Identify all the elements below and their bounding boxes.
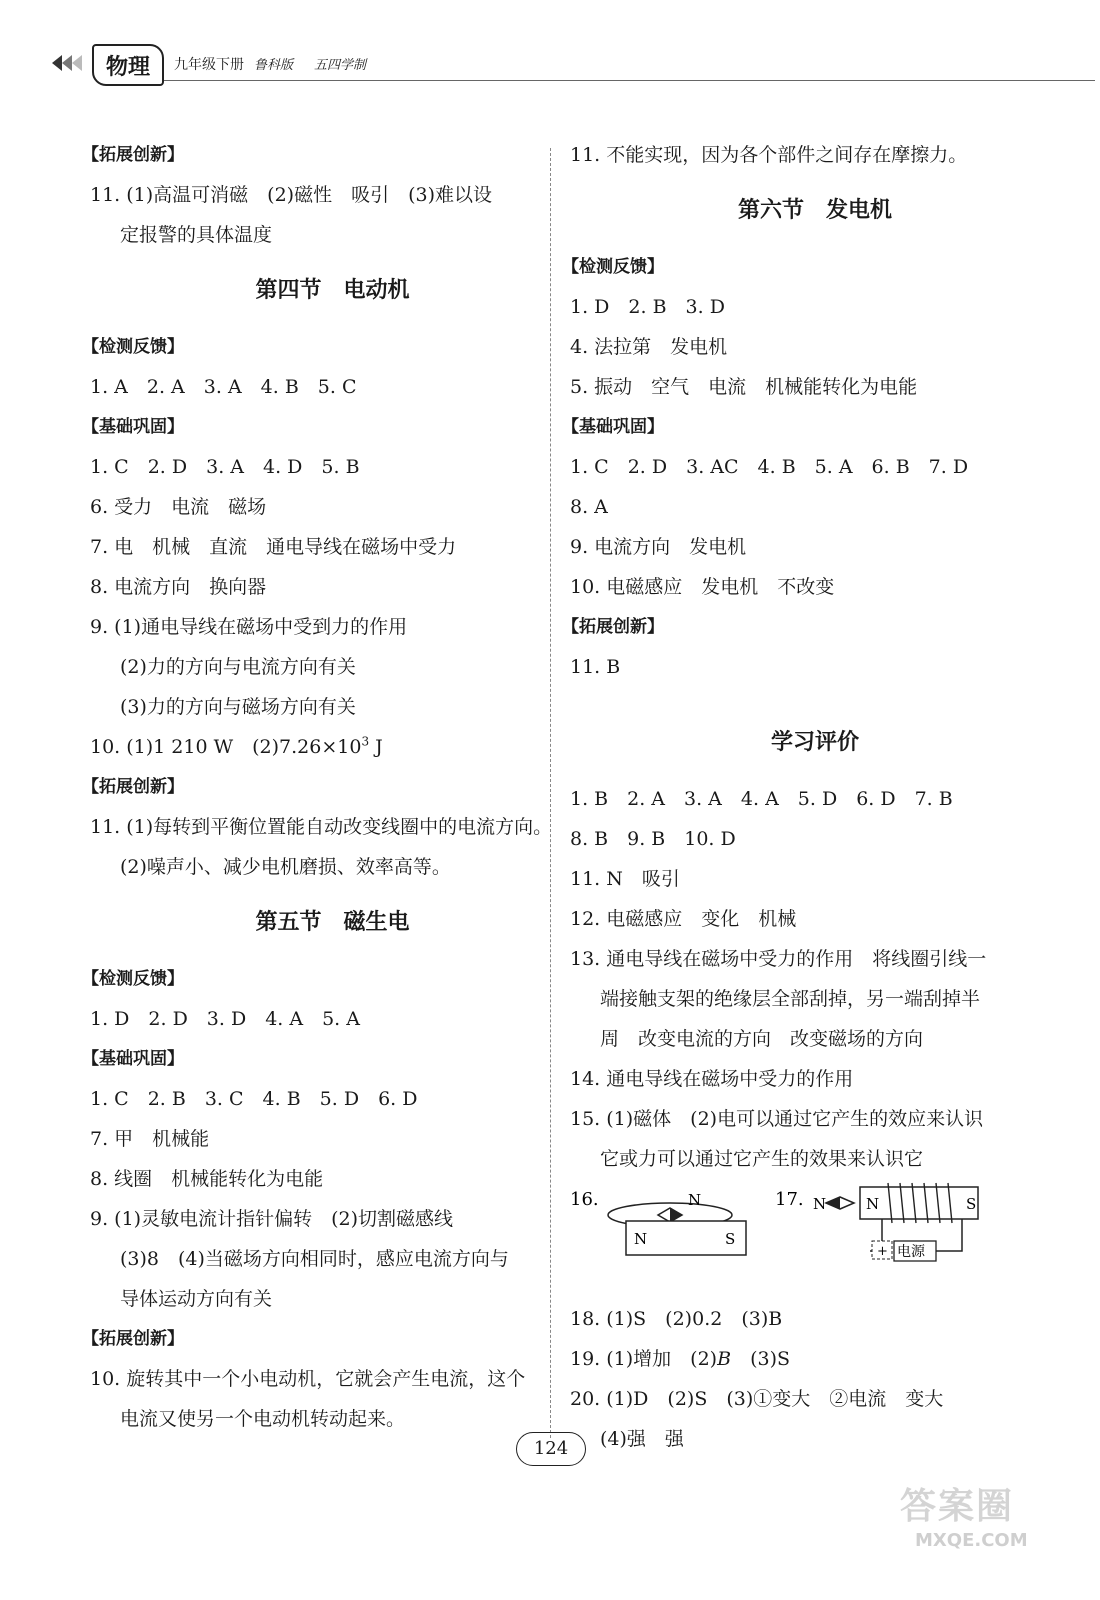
section-tag: 【基础巩固】	[562, 417, 664, 437]
answer-line: 周 改变电流的方向 改变磁场的方向	[600, 1028, 924, 1050]
magnet-pole-n: N	[634, 1230, 648, 1248]
section-title: 学习评价	[770, 730, 859, 755]
answer-line: 导体运动方向有关	[120, 1288, 273, 1310]
answer-line: 14. 通电导线在磁场中受力的作用	[570, 1068, 854, 1090]
answer-line: (3)力的方向与磁场方向有关	[120, 696, 356, 718]
solenoid-pole-s: S	[966, 1195, 977, 1213]
answer-line: (2)力的方向与电流方向有关	[120, 656, 356, 678]
answer-line: 13. 通电导线在磁场中受力的作用 将线圈引线一	[570, 948, 987, 970]
figure-16-number: 16.	[570, 1189, 599, 1210]
answer-line: 8. A	[570, 496, 608, 518]
answer-line: 1. D 2. B 3. D	[570, 296, 725, 318]
section-title: 第六节 发电机	[737, 198, 892, 223]
answer-line	[90, 727, 545, 767]
section-tag: 【拓展创新】	[82, 777, 184, 797]
answer-line: 1. C 2. B 3. C 4. B 5. D 6. D	[90, 1088, 418, 1110]
magnet-figures	[570, 1179, 1030, 1299]
answer-line: 1. C 2. D 3. AC 4. B 5. A 6. B 7. D	[570, 456, 969, 478]
battery-sign: +	[877, 1244, 888, 1259]
figure-16-needle-label: N	[688, 1191, 702, 1209]
answer-line: 11. B	[570, 656, 621, 678]
answer-line: 5. 振动 空气 电流 机械能转化为电能	[570, 376, 918, 398]
page-number: 124	[516, 1432, 586, 1466]
section-tag: 【检测反馈】	[82, 969, 184, 989]
answer-line: 8. 线圈 机械能转化为电能	[90, 1168, 324, 1190]
answer-line: 它或力可以通过它产生的效果来认识它	[600, 1148, 924, 1170]
answer-line: 7. 电 机械 直流 通电导线在磁场中受力	[90, 536, 457, 558]
answer-line: 12. 电磁感应 变化 机械	[570, 908, 797, 930]
answer-text: 10. (1)1 210 W (2)7.26×10	[90, 736, 362, 758]
answer-line: 7. 甲 机械能	[90, 1128, 210, 1150]
exponent: 3	[361, 734, 370, 749]
section-tag: 【检测反馈】	[562, 257, 664, 277]
section-tag: 【拓展创新】	[82, 145, 184, 165]
answer-line: 11. N 吸引	[570, 868, 680, 890]
answer-text: 19. (1)增加 (2)	[570, 1348, 718, 1370]
answer-line: 9. 电流方向 发电机	[570, 536, 747, 558]
answer-line: 4. 法拉第 发电机	[570, 336, 728, 358]
answer-line: 定报警的具体温度	[120, 224, 273, 246]
answer-line: 1. D 2. D 3. D 4. A 5. A	[90, 1008, 360, 1030]
answer-line: 8. 电流方向 换向器	[90, 576, 267, 598]
answer-line: 18. (1)S (2)0.2 (3)B	[570, 1308, 783, 1330]
answer-line: 端接触支架的绝缘层全部刮掉，另一端刮掉半	[600, 988, 981, 1010]
answer-line: 11. 不能实现，因为各个部件之间存在摩擦力。	[570, 144, 968, 166]
system-label: 五四学制	[314, 58, 367, 73]
compass-needle-tip-icon	[826, 1197, 840, 1209]
section-tag: 【基础巩固】	[82, 1049, 184, 1069]
left-column	[82, 135, 553, 1439]
corner-ornament-icon	[50, 52, 90, 74]
magnet-pole-s: S	[725, 1230, 736, 1248]
right-column	[562, 135, 1030, 1459]
section-tag: 【基础巩固】	[82, 417, 184, 437]
compass-needle-tip-icon	[670, 1208, 682, 1222]
edition-label: 鲁科版	[254, 58, 294, 73]
power-source-label: 电源	[897, 1244, 925, 1260]
answer-line: 电流又使另一个电动机转动起来。	[120, 1408, 406, 1430]
section-title: 第五节 磁生电	[255, 910, 410, 935]
answer-line: 1. B 2. A 3. A 4. A 5. D 6. D 7. B	[570, 788, 953, 810]
answer-line: (3)8 (4)当磁场方向相同时，感应电流方向与	[120, 1248, 509, 1270]
figure-17-needle-label: N	[813, 1195, 827, 1213]
section-tag: 【拓展创新】	[562, 617, 664, 637]
answer-italic: B	[717, 1348, 732, 1370]
solenoid-pole-n: N	[866, 1195, 880, 1213]
watermark-logo: 答案圈	[900, 1486, 1015, 1527]
section-title: 第四节 电动机	[255, 278, 410, 303]
answer-line: 10. 电磁感应 发电机 不改变	[570, 576, 835, 598]
watermark-url: MXQE.COM	[915, 1530, 1028, 1551]
answer-line: 20. (1)D (2)S (3)①变大 ②电流 变大	[570, 1388, 944, 1410]
section-tag: 【检测反馈】	[82, 337, 184, 357]
answer-line: 8. B 9. B 10. D	[570, 828, 736, 850]
answer-line	[570, 1339, 1030, 1379]
grade-label: 九年级下册	[174, 57, 244, 73]
answer-line: 11. (1)每转到平衡位置能自动改变线圈中的电流方向。	[90, 816, 553, 838]
answer-unit: J	[369, 736, 383, 758]
page-header	[50, 42, 1050, 92]
answer-line: (2)噪声小、减少电机磨损、效率高等。	[120, 856, 451, 878]
figure-row	[570, 1179, 1030, 1299]
figure-17-number: 17.	[775, 1189, 804, 1210]
answer-line: 9. (1)通电导线在磁场中受到力的作用	[90, 616, 408, 638]
answer-line: 9. (1)灵敏电流计指针偏转 (2)切割磁感线	[90, 1208, 453, 1230]
answer-line: 10. 旋转其中一个小电动机，它就会产生电流，这个	[90, 1368, 526, 1390]
column-divider	[550, 148, 551, 1438]
subject-logo: 物理	[92, 44, 164, 86]
answer-line: 1. A 2. A 3. A 4. B 5. C	[90, 376, 357, 398]
header-rule	[135, 80, 1095, 81]
answer-text: (3)S	[731, 1348, 790, 1370]
answer-line: 11. (1)高温可消磁 (2)磁性 吸引 (3)难以设	[90, 184, 492, 206]
answer-line: 6. 受力 电流 磁场	[90, 496, 267, 518]
answer-line: 15. (1)磁体 (2)电可以通过它产生的效应来认识	[570, 1108, 984, 1130]
section-tag: 【拓展创新】	[82, 1329, 184, 1349]
answer-line: (4)强 强	[600, 1428, 684, 1450]
answer-line: 1. C 2. D 3. A 4. D 5. B	[90, 456, 360, 478]
